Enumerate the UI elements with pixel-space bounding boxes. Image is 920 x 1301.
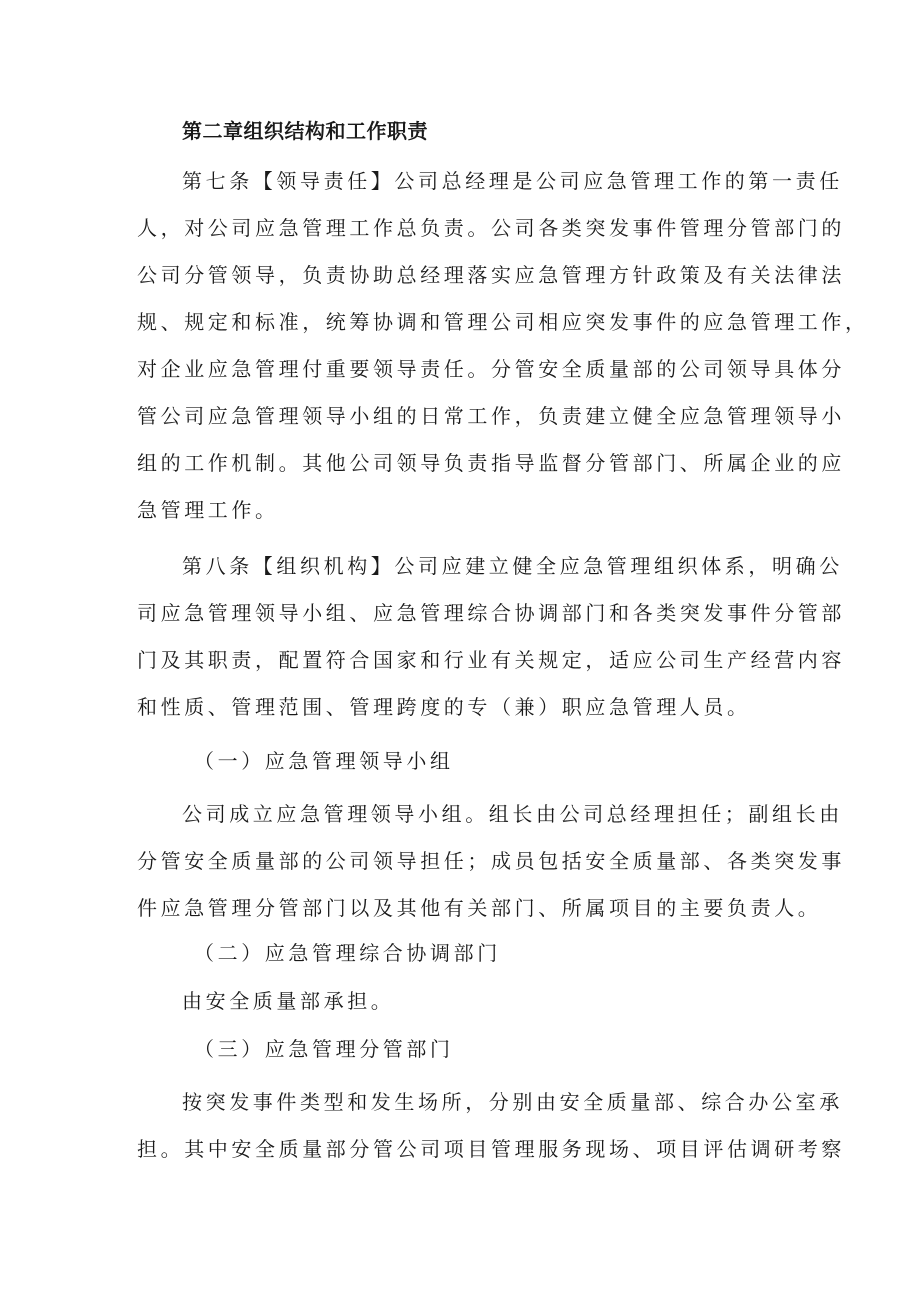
article-7-line-4: 规、规定和标准，统筹协调和管理公司相应突发事件的应急管理工作， [137,310,869,334]
article-8-line-4: 和性质、管理范围、管理跨度的专（兼）职应急管理人员。 [137,695,751,719]
section-1-heading: （一）应急管理领导小组 [194,749,454,773]
article-8-line-3: 门及其职责，配置符合国家和行业有关规定，适应公司生产经营内容 [137,648,845,672]
article-8-line-2: 司应急管理领导小组、应急管理综合协调部门和各类突发事件分管部 [137,601,845,625]
section-1-line-3: 件应急管理分管部门以及其他有关部门、所属项目的主要负责人。 [137,896,822,920]
section-3-line-1: 按突发事件类型和发生场所，分别由安全质量部、综合办公室承 [182,1090,843,1114]
section-3-line-2: 担。其中安全质量部分管公司项目管理服务现场、项目评估调研考察 [137,1137,845,1161]
section-1-line-2: 分管安全质量部的公司领导担任；成员包括安全质量部、各类突发事 [137,849,845,873]
section-3-heading: （三）应急管理分管部门 [194,1037,454,1061]
article-8-line-1: 第八条【组织机构】公司应建立健全应急管理组织体系，明确公 [182,554,843,578]
article-7-line-8: 急管理工作。 [137,498,279,522]
article-7-line-7: 组的工作机制。其他公司领导负责指导监督分管部门、所属企业的应 [137,451,845,475]
article-7-line-5: 对企业应急管理付重要领导责任。分管安全质量部的公司领导具体分 [137,357,845,381]
section-2-heading: （二）应急管理综合协调部门 [194,941,501,965]
article-7-line-2: 人，对公司应急管理工作总负责。公司各类突发事件管理分管部门的 [137,216,845,240]
chapter-heading: 第二章组织结构和工作职责 [182,119,428,143]
article-7-line-1: 第七条【领导责任】公司总经理是公司应急管理工作的第一责任 [182,169,843,193]
section-2-line-1: 由安全质量部承担。 [182,989,395,1013]
section-1-line-1: 公司成立应急管理领导小组。组长由公司总经理担任；副组长由 [182,802,843,826]
article-7-line-6: 管公司应急管理领导小组的日常工作，负责建立健全应急管理领导小 [137,404,845,428]
article-7-line-3: 公司分管领导，负责协助总经理落实应急管理方针政策及有关法律法 [137,263,845,287]
